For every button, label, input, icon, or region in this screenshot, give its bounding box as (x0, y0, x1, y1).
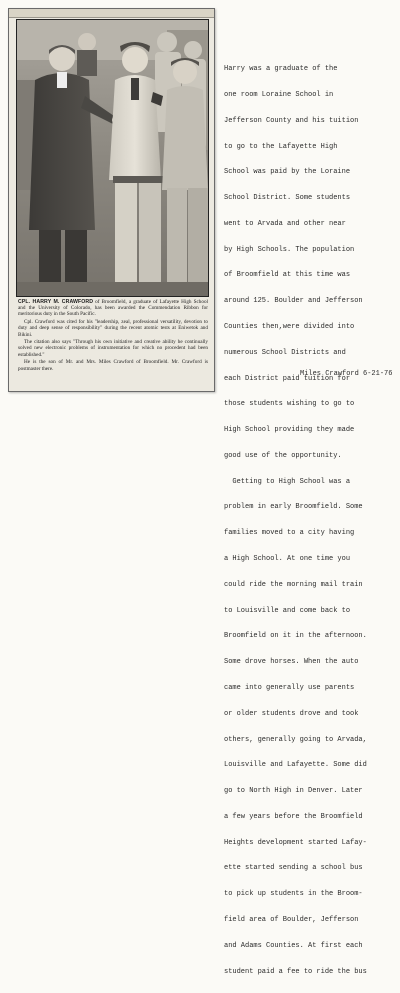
note-line: one room Loraine School in (224, 90, 334, 99)
note-line: Jefferson County and his tuition (224, 116, 359, 125)
note-signature: Miles Crawford 6-21-76 (300, 370, 393, 378)
caption-paragraph-3: The citation also says "Through his own initiative and creative ability he continually solved new electronic problems of instrumentation for which no procedent had been established." (18, 339, 208, 358)
note-line: or older students drove and took (224, 709, 359, 718)
note-line: ette started sending a school bus (224, 864, 363, 873)
note-line: Broomfield on it in the afternoon. (224, 632, 367, 641)
note-line: numerous School Districts and (224, 348, 346, 357)
note-line: came into generally use parents (224, 683, 355, 692)
note-line: good use of the opportunity. (224, 451, 342, 460)
note-line: Some drove horses. When the auto (224, 658, 359, 667)
note-line: others, generally going to Arvada, (224, 735, 367, 744)
note-line: to pick up students in the Broom- (224, 890, 363, 899)
note-line: each District paid tuition for (224, 374, 351, 383)
note-line: problem in early Broomfield. Some (224, 503, 363, 512)
note-line: Heights development started Lafay- (224, 838, 367, 847)
clipping-top-edge (9, 9, 214, 18)
note-line: go to North High in Denver. Later (224, 787, 363, 796)
caption-name: CPL. HARRY M. CRAWFORD (18, 299, 94, 305)
newspaper-clipping (8, 8, 215, 392)
note-line: to Louisville and come back to (224, 606, 351, 615)
caption-paragraph-1 (18, 299, 208, 318)
caption-paragraph-2: Cpl. Crawford was cited for his "leadership, zeal, professional versatility, devotion to duty and deep sense of responsibility" during the recent atomic tests at Eniwetok and Bikini. (18, 319, 208, 338)
note-line: could ride the morning mail train (224, 580, 363, 589)
note-line: a High School. At one time you (224, 555, 351, 564)
note-line: of Broomfield at this time was (224, 271, 351, 280)
caption-lead: of Broomfield, a graduate of Lafayette High School and the University of Colorado, has been awarded the Commendation Ribbon for meritorious duty in the South Pacific. (18, 299, 208, 318)
note-line: around 125. Boulder and Jefferson (224, 297, 363, 306)
note-line: those students wishing to go to (224, 400, 355, 409)
note-line: by High Schools. The population (224, 245, 355, 254)
note-line: went to Arvada and other near (224, 219, 346, 228)
note-line: to go to the Lafayette High (224, 142, 338, 151)
note-line: families moved to a city having (224, 529, 355, 538)
note-line: a few years before the Broomfield (224, 812, 363, 821)
note-line: School was paid by the Loraine (224, 168, 351, 177)
ceremony-photo (16, 19, 209, 297)
note-line: and Adams Counties. At first each (224, 941, 363, 950)
note-line: Louisville and Lafayette. Some did (224, 761, 367, 770)
note-line: School District. Some students (224, 194, 351, 203)
clipping-caption (18, 299, 208, 387)
note-line: Harry was a graduate of the (224, 65, 338, 74)
note-line: High School providing they made (224, 426, 355, 435)
note-line: field area of Boulder, Jefferson (224, 915, 359, 924)
note-line: Getting to High School was a (224, 477, 351, 486)
note-line: student paid a fee to ride the bus (224, 967, 367, 976)
caption-paragraph-4: He is the son of Mr. and Mrs. Miles Crawford of Broomfield. Mr. Crawford is postmaster there. (18, 359, 208, 372)
typewritten-note (224, 48, 396, 976)
note-line: Counties then,were divided into (224, 323, 355, 331)
